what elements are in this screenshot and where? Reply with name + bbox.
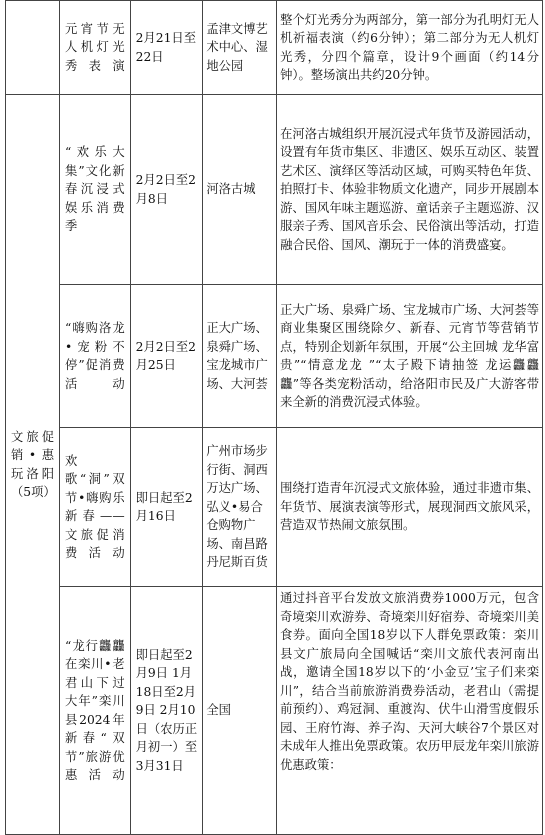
table-row bbox=[6, 95, 543, 285]
activity-name: “龙行龘龘在栾川•老君山下过大年”栾川县2024年新春“双节”旅游优惠活动 bbox=[60, 587, 131, 835]
activity-date: 即日起至2月16日 bbox=[130, 428, 203, 587]
category-label: 文旅促销•惠玩洛阳（5项） bbox=[6, 95, 60, 835]
activity-venue: 全国 bbox=[203, 587, 277, 835]
table-row bbox=[6, 428, 543, 587]
activity-name: 欢歌“洞”双节•嗨购乐新春——文旅促消费活动 bbox=[60, 428, 131, 587]
activity-description: 整个灯光秀分为两部分，第一部分为孔明灯无人机祈福表演（约6分钟）；第二部分为无人机灯光秀，分四个篇章，设计9个画面（约14分钟）。整场演出共约20分钟。 bbox=[277, 1, 543, 95]
activity-date: 即日起至2月9日 1月18日至2月9日 2月10日（农历正月初一）至3月31日 bbox=[130, 587, 203, 835]
activity-venue: 广州市场步行街、洞西万达广场、弘义•易合仓购物广场、南昌路丹尼斯百货 bbox=[203, 428, 277, 587]
activity-description: 围绕打造青年沉浸式文旅体验，通过非遗市集、年货节、展演表演等形式，展现洞西文旅风采，营造双节热闹文旅氛围。 bbox=[277, 428, 543, 587]
activity-date: 2月2日至2月25日 bbox=[130, 285, 203, 428]
activity-name: “嗨购洛龙•宠粉不停”促消费活动 bbox=[60, 285, 131, 428]
activity-date: 2月2日至2月8日 bbox=[130, 95, 203, 285]
activity-name: 元宵节无人机灯光秀表演 bbox=[60, 1, 131, 95]
table-row bbox=[6, 587, 543, 835]
table-row bbox=[6, 1, 543, 95]
activity-description: 通过抖音平台发放文旅消费券1000万元，包含奇境栾川欢游券、奇境栾川好宿券、奇境栾川美食券。面向全国18岁以下人群免票政策：栾川县文广旅局向全国喊话“栾川文旅代表河南出战，邀请全国18岁以下的‘小金豆’宝子们来栾川”，结合当前旅游消费券活动，老君山（需提前预约）、鸡冠洞、重渡沟、伏牛山滑雪度假乐园、王府竹海、养子沟、天河大峡谷7个景区对未成年人推出免票政策。农历甲辰龙年栾川旅游优惠政策： bbox=[277, 587, 543, 835]
activity-description: 在河洛古城组织开展沉浸式年货节及游园活动，设置有年货市集区、非遗区、娱乐互动区、装置艺术区、演绎区等活动区域，可购买特色年货、拍照打卡、体验非物质文化遗产，同步开展剧本游、国风年味主题巡游、童话亲子主题巡游、汉服亲子秀、国风音乐会、民俗演出等活动，打造融合民俗、国风、潮玩于一体的消费盛宴。 bbox=[277, 95, 543, 285]
activity-table bbox=[5, 0, 543, 835]
activity-description: 正大广场、泉舜广场、宝龙城市广场、大河荟等商业集聚区围绕除夕、新春、元宵节等营销节点，特别企划新年氛围，开展“公主回城 龙华富贵”“情意龙龙 ”“太子殿下请抽签 龙运龘龘龘”等各类宠粉活动，给洛阳市民及广大游客带来全新的消费沉浸式体验。 bbox=[277, 285, 543, 428]
activity-venue: 河洛古城 bbox=[203, 95, 277, 285]
activity-date: 2月21日至22日 bbox=[130, 1, 203, 95]
activity-name: “欢乐大集”文化新春沉浸式娱乐消费季 bbox=[60, 95, 131, 285]
category-cell bbox=[6, 1, 60, 95]
table-row bbox=[6, 285, 543, 428]
activity-venue: 孟津文博艺术中心、湿地公园 bbox=[203, 1, 277, 95]
activity-venue: 正大广场、泉舜广场、宝龙城市广场、大河荟 bbox=[203, 285, 277, 428]
